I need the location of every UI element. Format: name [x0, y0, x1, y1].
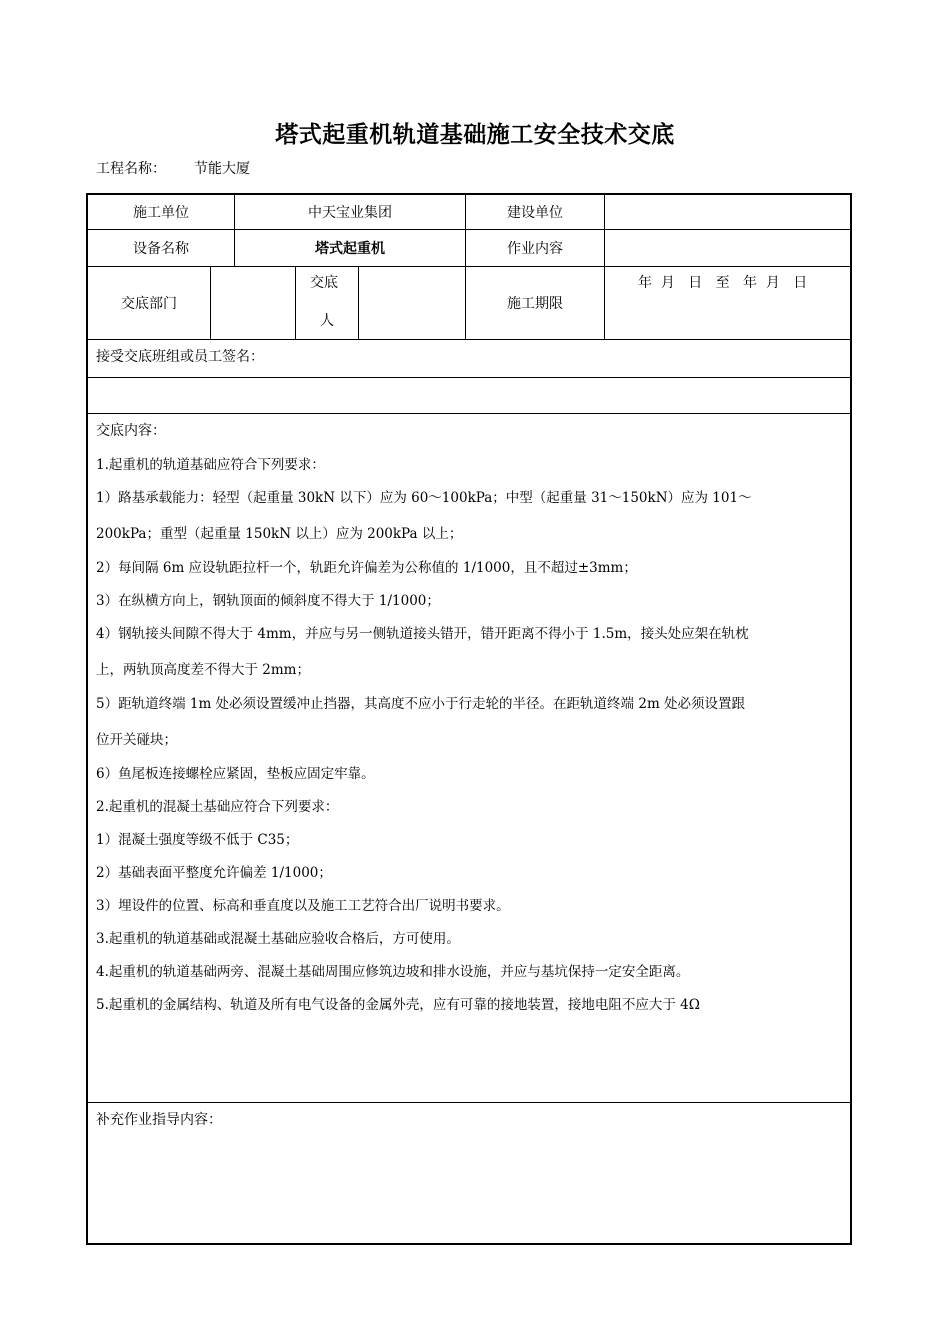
content-line: 2.起重机的混凝土基础应符合下列要求： — [96, 799, 339, 815]
person-label: 交底 — [310, 275, 338, 291]
content-line: 4.起重机的轨道基础两旁、混凝土基础周围应修筑边坡和排水设施，并应与基坑保持一定安全距离。 — [96, 964, 690, 980]
equipment-value[interactable]: 塔式起重机 — [315, 241, 385, 257]
content-line: 3）埋设件的位置、标高和垂直度以及施工工艺符合出厂说明书要求。 — [96, 898, 510, 914]
content-line: 位开关碰块； — [96, 732, 177, 748]
construction-unit-value[interactable]: 中天宝业集团 — [308, 204, 392, 221]
content-line: 1）混凝土强度等级不低于 C35； — [96, 832, 299, 848]
content-line: 2）每间隔 6m 应设轨距拉杆一个，轨距允许偏差为公称值的 1/1000，且不超过±3mm； — [96, 560, 637, 576]
supplement-label: 补充作业指导内容： — [96, 1112, 222, 1128]
work-content-value[interactable] — [605, 230, 850, 266]
work-content-label: 作业内容 — [507, 241, 563, 257]
content-line: 3.起重机的轨道基础或混凝土基础应验收合格后，方可使用。 — [96, 931, 460, 947]
content-line: 上，两轨顶高度差不得大于 2mm； — [96, 662, 310, 678]
row-divider — [87, 413, 851, 414]
person-value[interactable] — [359, 267, 465, 339]
content-line: 1）路基承载能力：轻型（起重量 30kN 以下）应为 60～100kPa；中型（起重量 31～150kN）应为 101～ — [96, 490, 752, 506]
builder-unit-value[interactable] — [605, 194, 850, 229]
row-divider — [87, 377, 851, 378]
content-line: 5）距轨道终端 1m 处必须设置缓冲止挡器，其高度不应小于行走轮的半径。在距轨道终端 2m 处必须设置跟 — [96, 696, 746, 712]
signature-label: 接受交底班组或员工签名： — [96, 349, 264, 365]
construction-unit-label: 施工单位 — [133, 204, 189, 221]
document-title: 塔式起重机轨道基础施工安全技术交底 — [275, 122, 675, 148]
equipment-label: 设备名称 — [133, 241, 189, 257]
period-value[interactable]: 年 月 日 至 年 月 日 — [638, 275, 808, 291]
dept-value[interactable] — [211, 267, 295, 339]
content-line: 4）钢轨接头间隙不得大于 4mm，并应与另一侧轨道接头错开，错开距离不得小于 1.5m，接头处应架在轨枕 — [96, 626, 749, 642]
content-line: 5.起重机的金属结构、轨道及所有电气设备的金属外壳，应有可靠的接地装置，接地电阻不应大于 4Ω — [96, 997, 700, 1013]
dept-label: 交底部门 — [121, 296, 177, 312]
project-label: 工程名称： — [96, 161, 166, 177]
row-divider — [87, 339, 851, 340]
content-line: 3）在纵横方向上，钢轨顶面的倾斜度不得大于 1/1000； — [96, 593, 440, 609]
person-label-suffix: 人 — [320, 313, 334, 329]
content-line: 200kPa；重型（起重量 150kN 以上）应为 200kPa 以上； — [96, 526, 463, 542]
col-divider — [295, 266, 296, 340]
row-divider — [87, 1102, 851, 1103]
project-value: 节能大厦 — [194, 161, 250, 177]
content-label: 交底内容： — [96, 423, 166, 439]
period-label: 施工期限 — [507, 296, 563, 312]
content-line: 6）鱼尾板连接螺栓应紧固，垫板应固定牢靠。 — [96, 766, 375, 782]
content-line: 2）基础表面平整度允许偏差 1/1000； — [96, 865, 332, 881]
content-line: 1.起重机的轨道基础应符合下列要求： — [96, 457, 325, 473]
builder-unit-label: 建设单位 — [507, 204, 563, 221]
project-name — [96, 158, 250, 178]
